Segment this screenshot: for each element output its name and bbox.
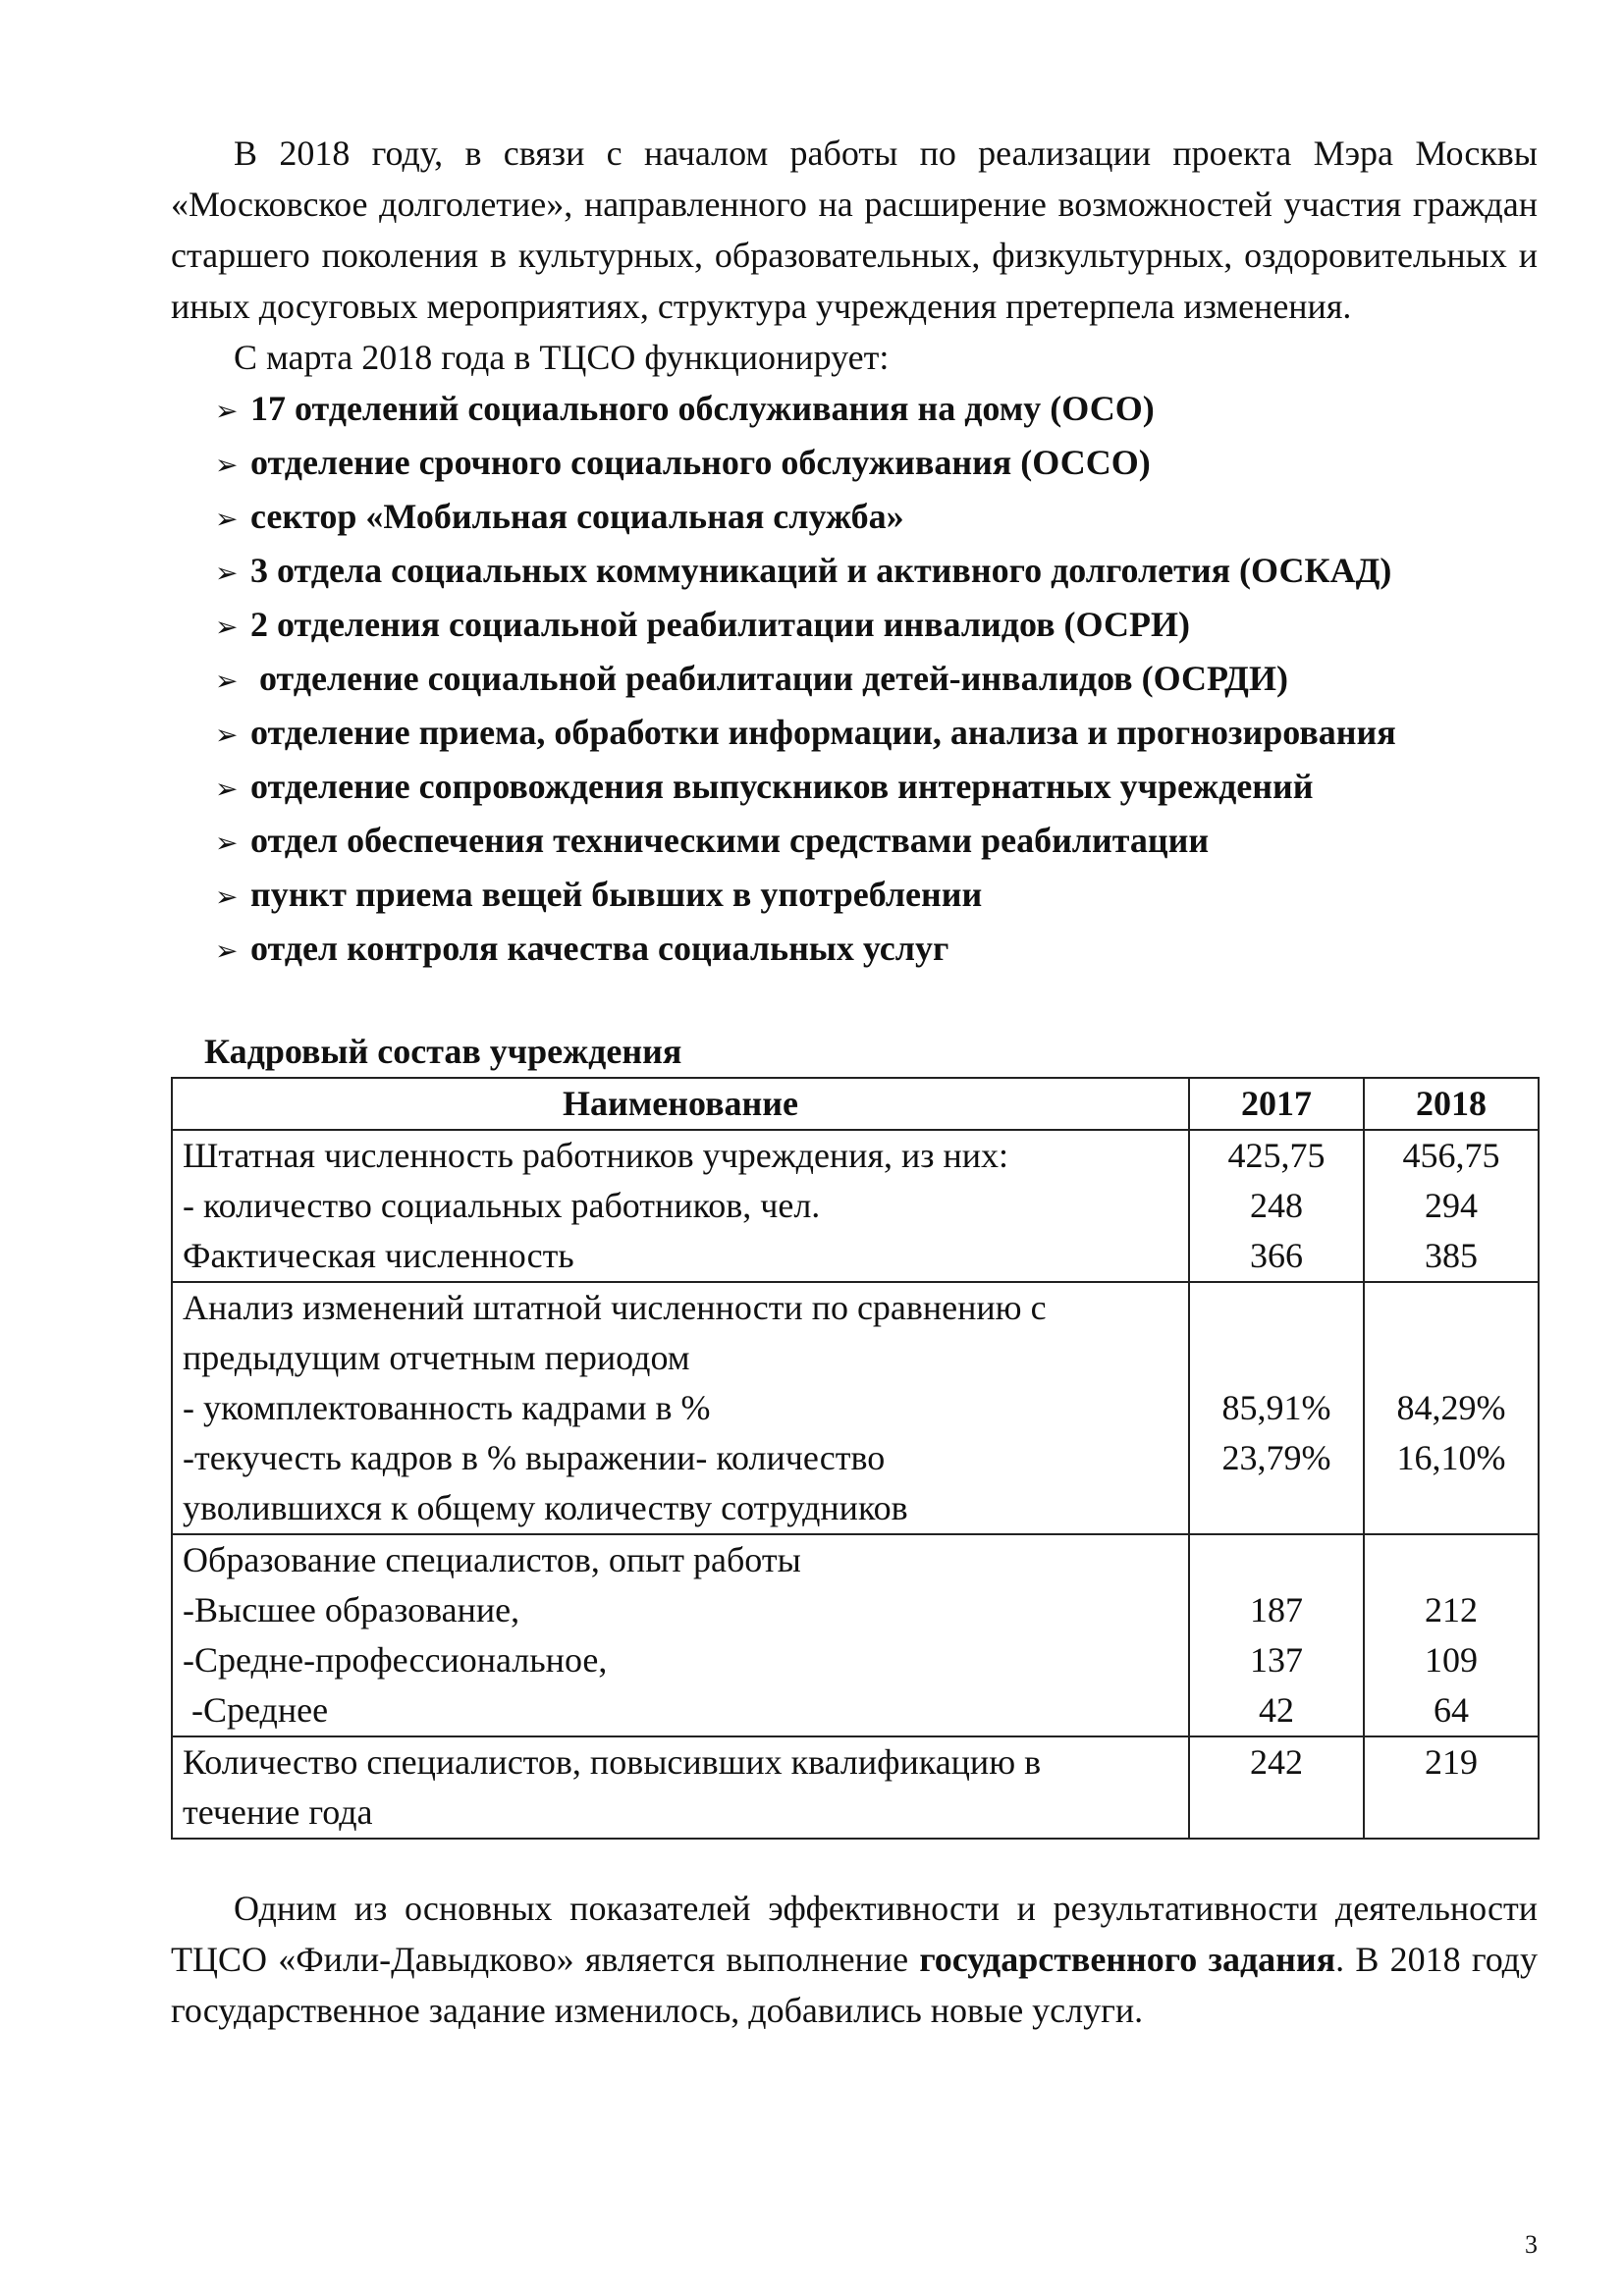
row-value-2017 [1200,1535,1353,1585]
row-label: течение года [183,1792,373,1832]
arrow-bullet-icon: ➢ [215,503,239,535]
unit-item [215,491,1538,545]
table-row [172,1736,1539,1839]
row-label: - укомплектованность кадрами в % [183,1388,711,1427]
row-label: -Средне-профессиональное, [183,1640,608,1680]
row-value-2017 [1200,1483,1353,1533]
intro-line: граждан старшего поколения в культурных, образовательных, физкультурных, [171,185,1538,275]
closing-text-2: . В 2018 году государственное задание изменилось, добавились новые услуги. [171,1940,1538,2030]
unit-item [215,869,1538,923]
unit-item [215,437,1538,491]
unit-item [215,707,1538,761]
unit-label: сектор «Мобильная социальная служба» [250,497,904,536]
arrow-bullet-icon: ➢ [215,934,239,967]
row-value-2017: 137 [1250,1640,1303,1680]
header-2017: 2017 [1189,1078,1364,1130]
row-value-2018: 109 [1425,1640,1478,1680]
intro-line: оздоровительных и иных досуговых мероприятиях, структура учреждения [171,236,1538,326]
row-value-2018 [1375,1283,1528,1333]
cell-2017 [1189,1534,1364,1736]
row-label: Фактическая численность [183,1236,574,1275]
row-value-2018: 294 [1425,1186,1478,1225]
arrow-bullet-icon: ➢ [215,395,239,427]
row-value-2017: 248 [1250,1186,1303,1225]
arrow-bullet-icon: ➢ [215,881,239,913]
table-header-row [172,1078,1539,1130]
unit-item [215,383,1538,437]
unit-label: 17 отделений социального обслуживания на дому (ОСО) [250,389,1155,428]
row-label: Образование специалистов, опыт работы [183,1540,801,1579]
row-label: предыдущим отчетным периодом [183,1338,690,1377]
row-value-2018: 456,75 [1402,1136,1500,1175]
intro-paragraph [171,128,1538,332]
unit-item [215,599,1538,653]
row-label: Штатная численность работников учреждения, из них: [183,1136,1009,1175]
row-value-2017 [1200,1788,1353,1838]
row-label: -Высшее образование, [183,1590,520,1629]
cell-name [172,1534,1189,1736]
unit-item [215,923,1538,977]
unit-item [215,653,1538,707]
row-value-2018: 64 [1434,1690,1469,1730]
closing-paragraph [171,1883,1538,2036]
row-value-2018: 212 [1425,1590,1478,1629]
unit-item [215,815,1538,869]
intro-line: «Московское долголетие», направленного на расширение возможностей участия [171,185,1402,224]
row-value-2017: 187 [1250,1590,1303,1629]
row-value-2017: 42 [1259,1690,1294,1730]
document-page [171,128,1538,2036]
table-row [172,1282,1539,1534]
unit-item [215,761,1538,815]
row-value-2017: 23,79% [1221,1438,1331,1477]
cell-name [172,1130,1189,1282]
cell-2018 [1364,1282,1539,1534]
cell-2017 [1189,1130,1364,1282]
unit-item [215,545,1538,599]
staff-table [171,1077,1540,1840]
arrow-bullet-icon: ➢ [215,665,239,697]
unit-label: 3 отдела социальных коммуникаций и активного долголетия (ОСКАД) [250,551,1392,590]
since-line: С марта 2018 года в ТЦСО функционирует: [234,338,890,377]
units-list [171,383,1538,977]
row-label: Количество специалистов, повысивших квалификацию в [183,1742,1042,1782]
intro-line: В 2018 году, в связи с началом работы по реализации проекта Мэра Москвы [234,133,1538,173]
unit-label: отдел обеспечения техническими средствами реабилитации [250,821,1210,860]
row-value-2018 [1375,1483,1528,1533]
row-value-2018: 385 [1425,1236,1478,1275]
cell-name [172,1282,1189,1534]
cell-2017 [1189,1282,1364,1534]
row-value-2018 [1375,1788,1528,1838]
unit-label: отделение сопровождения выпускников интернатных учреждений [250,767,1314,806]
row-value-2017: 366 [1250,1236,1303,1275]
row-label: Анализ изменений штатной численности по сравнению с [183,1288,1047,1327]
row-value-2017: 425,75 [1227,1136,1326,1175]
row-value-2017 [1200,1283,1353,1333]
row-value-2017: 85,91% [1221,1388,1331,1427]
cell-2017 [1189,1736,1364,1839]
row-value-2018: 219 [1425,1742,1478,1782]
cell-2018 [1364,1534,1539,1736]
table-row [172,1534,1539,1736]
header-2018: 2018 [1364,1078,1539,1130]
cell-name [172,1736,1189,1839]
arrow-bullet-icon: ➢ [215,827,239,859]
unit-label: отдел контроля качества социальных услуг [250,929,949,968]
row-value-2018: 16,10% [1396,1438,1506,1477]
unit-label: 2 отделения социальной реабилитации инвалидов (ОСРИ) [250,605,1190,644]
unit-label: отделение срочного социального обслуживания (ОССО) [250,443,1151,482]
arrow-bullet-icon: ➢ [215,449,239,481]
row-value-2018 [1375,1333,1528,1383]
closing-bold: государственного задания [919,1940,1336,1979]
arrow-bullet-icon: ➢ [215,719,239,751]
row-value-2018: 84,29% [1396,1388,1506,1427]
row-label: -текучесть кадров в % выражении- количество [183,1438,886,1477]
row-value-2017: 242 [1250,1742,1303,1782]
page-number: 3 [1525,2230,1538,2259]
arrow-bullet-icon: ➢ [215,557,239,589]
row-value-2017 [1200,1333,1353,1383]
header-name: Наименование [172,1078,1189,1130]
table-title: Кадровый состав учреждения [204,1032,682,1071]
table-row [172,1130,1539,1282]
row-value-2018 [1375,1535,1528,1585]
unit-label: пункт приема вещей бывших в употреблении [250,875,983,914]
row-label: уволившихся к общему количеству сотрудников [183,1488,908,1527]
cell-2018 [1364,1130,1539,1282]
arrow-bullet-icon: ➢ [215,611,239,643]
unit-label: отделение приема, обработки информации, анализа и прогнозирования [250,713,1396,752]
cell-2018 [1364,1736,1539,1839]
row-label: - количество социальных работников, чел. [183,1186,821,1225]
row-label: -Среднее [183,1690,329,1730]
intro-line: претерпела изменения. [1005,287,1352,326]
arrow-bullet-icon: ➢ [215,773,239,805]
unit-label: отделение социальной реабилитации детей-инвалидов (ОСРДИ) [250,659,1288,698]
closing-text-1: Одним из основных показателей эффективности и результативности деятельности ТЦСО «Фили-Давыдково» является выполнение [171,1889,1538,1979]
